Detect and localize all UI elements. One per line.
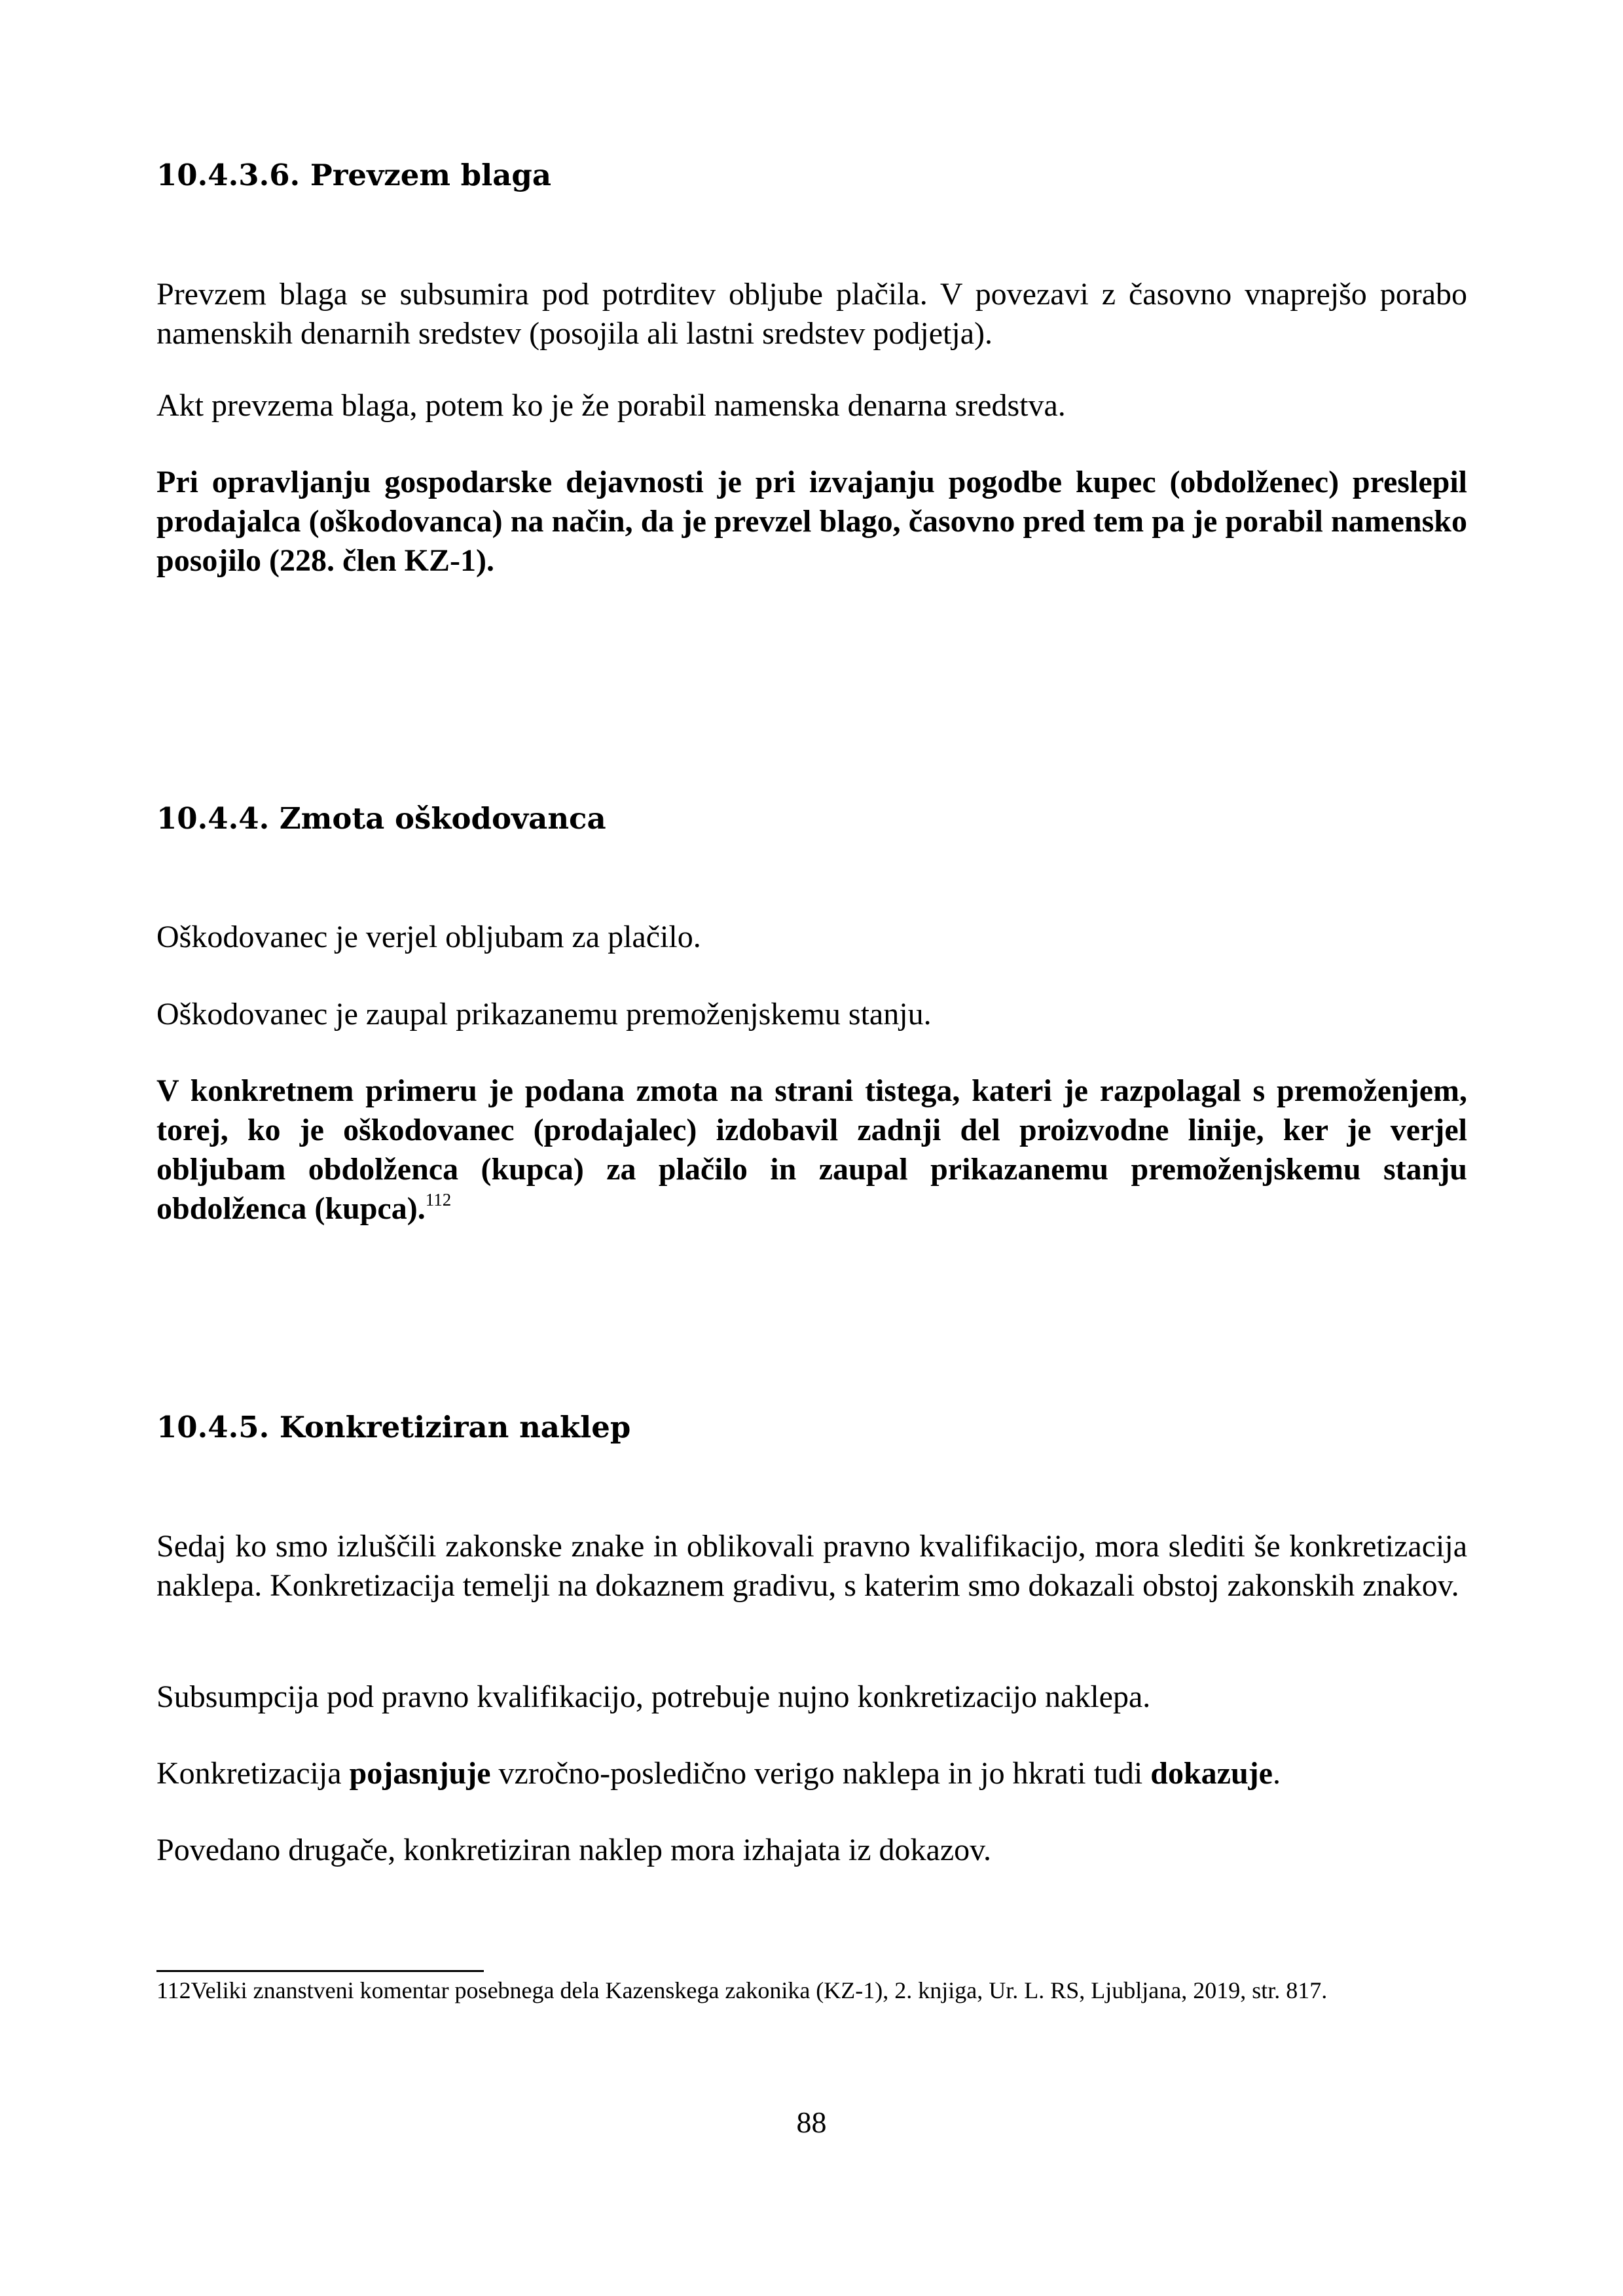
page-number: 88 xyxy=(796,2106,827,2139)
paragraph: Povedano drugače, konkretiziran naklep mora izhajata iz dokazov. xyxy=(156,1833,992,1867)
bold-term: pojasnjuje xyxy=(349,1756,491,1791)
paragraph: Subsumpcija pod pravno kvalifikacijo, potrebuje nujno konkretizacijo naklepa. xyxy=(156,1679,1151,1714)
paragraph: Oškodovanec je zaupal prikazanemu premoženjskemu stanju. xyxy=(156,997,932,1031)
bold-paragraph: Pri opravljanju gospodarske dejavnosti je pri izvajanju pogodbe kupec (obdolženec) preslepil prodajalca (oškodovanca) na način, da je prevzel blago, časovno pred tem pa je porabil namensko posojilo (228. člen KZ-1). xyxy=(156,465,1467,578)
text-run: . xyxy=(1272,1756,1281,1791)
paragraph: Akt prevzema blaga, potem ko je že porabil namenska denarna sredstva. xyxy=(156,388,1066,423)
paragraph: Prevzem blaga se subsumira pod potrditev obljube plačila. V povezavi z časovno vnaprejšo porabo namenskih denarnih sredstev (posojila ali lastni sredstev podjetja). xyxy=(156,277,1467,351)
paragraph xyxy=(156,1754,1467,1793)
bold-paragraph-text: V konkretnem primeru je podana zmota na strani tistega, kateri je razpolagal s premoženjem, torej, ko je oškodovanec (prodajalec) izdobavil zadnji del proizvodne linije, ker je verjel obljubam obdolženca (kupca) za plačilo in zaupal prikazanemu premoženjskemu stanju obdolženca (kupca). xyxy=(156,1073,1467,1226)
footnote-separator xyxy=(156,1970,484,1972)
paragraph: Oškodovanec je verjel obljubam za plačilo. xyxy=(156,920,701,954)
bold-paragraph xyxy=(156,1071,1467,1232)
section-heading: 10.4.3.6. Prevzem blaga xyxy=(156,158,552,192)
footnote-reference[interactable]: 112 xyxy=(425,1190,452,1210)
paragraph: Sedaj ko smo izluščili zakonske znake in oblikovali pravno kvalifikacijo, mora slediti še konkretizacija naklepa. Konkretizacija temelji na dokaznem gradivu, s katerim smo dokazali obstoj zakonskih znakov. xyxy=(156,1529,1467,1603)
footnote: 112Veliki znanstveni komentar posebnega dela Kazenskega zakonika (KZ-1), 2. knjiga, Ur. L. RS, Ljubljana, 2019, str. 817. xyxy=(156,1977,1328,2003)
section-heading: 10.4.5. Konkretiziran naklep xyxy=(156,1410,631,1444)
section-heading: 10.4.4. Zmota oškodovanca xyxy=(156,801,606,836)
text-run: Konkretizacija xyxy=(156,1756,350,1791)
bold-term: dokazuje xyxy=(1150,1756,1273,1791)
text-run: vzročno-posledično verigo naklepa in jo hkrati tudi xyxy=(490,1756,1151,1791)
